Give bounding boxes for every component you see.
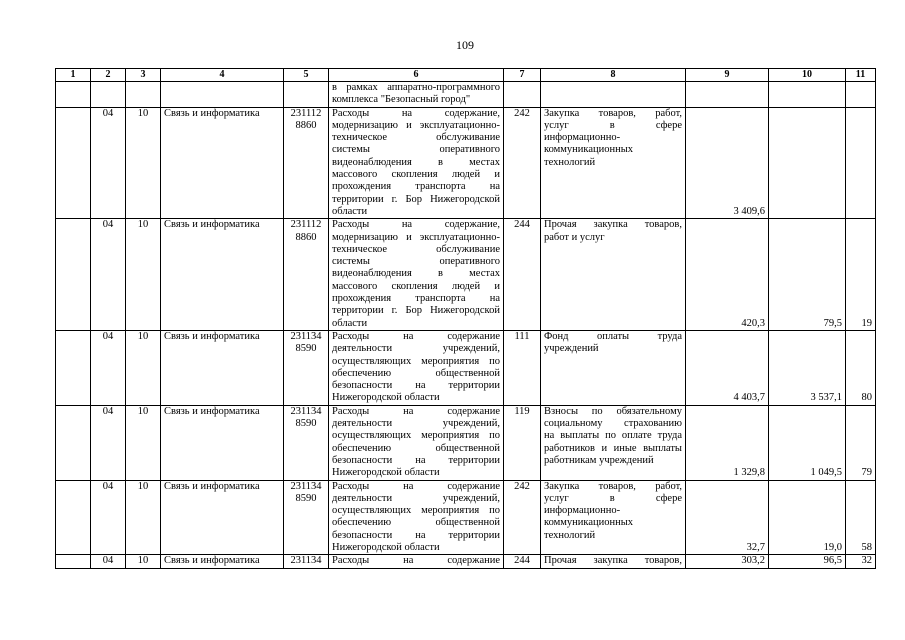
- table-row: [56, 82, 876, 108]
- cell-text-line: 242: [514, 107, 530, 119]
- cell-text-line: системы оперативного: [332, 144, 500, 156]
- table-cell-col-11: [846, 82, 876, 108]
- cell-text-line: 231112: [290, 107, 322, 119]
- cell-text-line: 10: [137, 330, 149, 342]
- cell-text-line: 244: [514, 555, 530, 567]
- cell-text-line: Расходы на содержание: [332, 405, 500, 417]
- column-header-5: 5: [284, 69, 329, 82]
- table-cell-col-7: [504, 330, 541, 405]
- table-cell-col-3: [126, 107, 161, 219]
- cell-text-line: системы оперативного: [332, 256, 500, 268]
- table-cell-col-7: [504, 555, 541, 568]
- table-cell-col-5: [284, 405, 329, 480]
- table-cell-col-6: [329, 107, 504, 219]
- column-header-1: 1: [56, 69, 91, 82]
- cell-text-line: технологий: [544, 529, 596, 541]
- table-cell-col-10: [769, 219, 846, 331]
- table-cell-col-3: [126, 555, 161, 568]
- table-cell-col-4: [161, 555, 284, 568]
- cell-text-line: осуществляющих мероприятия по: [332, 505, 500, 517]
- cell-text-line: 231134: [290, 405, 322, 417]
- table-cell-col-2: [91, 480, 126, 555]
- table-cell-col-5: [284, 107, 329, 219]
- table-cell-col-8: [541, 107, 686, 219]
- cell-text-line: коммуникационных: [544, 517, 634, 529]
- table-cell-col-5: [284, 555, 329, 568]
- table-cell-col-2: [91, 405, 126, 480]
- table-cell-col-2: [91, 82, 126, 108]
- cell-text-line: 3 537,1: [810, 392, 842, 404]
- cell-text-line: 8860: [295, 231, 317, 243]
- cell-text-line: 79: [861, 467, 872, 479]
- cell-text-line: 231134: [290, 330, 322, 342]
- cell-text-line: Связь и информатика: [164, 107, 260, 119]
- column-header-3: 3: [126, 69, 161, 82]
- cell-text-line: 244: [514, 219, 530, 231]
- cell-text-line: модернизацию и эксплуатационно-: [332, 119, 500, 131]
- table-cell-col-8: [541, 555, 686, 568]
- cell-text-line: Закупка товаров, работ,: [544, 107, 682, 119]
- table-cell-col-5: [284, 82, 329, 108]
- table-cell-col-5: [284, 330, 329, 405]
- table-cell-col-7: [504, 107, 541, 219]
- table-cell-col-9: [686, 555, 769, 568]
- cell-text-line: 04: [102, 107, 114, 119]
- cell-text-line: 79,5: [823, 317, 842, 329]
- column-header-8: 8: [541, 69, 686, 82]
- table-cell-col-7: [504, 219, 541, 331]
- table-cell-col-3: [126, 82, 161, 108]
- column-header-7: 7: [504, 69, 541, 82]
- cell-text-line: 303,2: [741, 555, 765, 567]
- table-row: [56, 405, 876, 480]
- cell-text-line: социальному страхованию: [544, 418, 682, 430]
- cell-text-line: Связь и информатика: [164, 330, 260, 342]
- table-cell-col-10: [769, 330, 846, 405]
- cell-text-line: Расходы на содержание: [332, 330, 500, 342]
- cell-text-line: массового скопления людей и: [332, 169, 500, 181]
- cell-text-line: 10: [137, 555, 149, 567]
- table-cell-col-10: [769, 480, 846, 555]
- cell-text-line: обеспечению общественной: [332, 442, 500, 454]
- table-cell-col-6: [329, 405, 504, 480]
- cell-text-line: 420,3: [741, 317, 765, 329]
- table-cell-col-4: [161, 219, 284, 331]
- cell-text-line: информационно-: [544, 132, 621, 144]
- cell-text-line: 1 329,8: [733, 467, 765, 479]
- cell-text-line: Нижегородской области: [332, 392, 440, 404]
- table-cell-col-9: [686, 330, 769, 405]
- cell-text-line: Расходы на содержание: [332, 555, 500, 567]
- cell-text-line: 96,5: [823, 555, 842, 567]
- cell-text-line: Нижегородской области: [332, 467, 440, 479]
- cell-text-line: 32,7: [746, 541, 765, 553]
- cell-text-line: 4 403,7: [733, 392, 765, 404]
- cell-text-line: 19,0: [823, 541, 842, 553]
- table-cell-col-10: [769, 82, 846, 108]
- table-cell-col-5: [284, 480, 329, 555]
- table-cell-col-3: [126, 219, 161, 331]
- table-cell-col-5: [284, 219, 329, 331]
- table-cell-col-2: [91, 555, 126, 568]
- table-cell-col-11: [846, 480, 876, 555]
- table-cell-col-1: [56, 330, 91, 405]
- table-cell-col-2: [91, 330, 126, 405]
- cell-text-line: техническое обслуживание: [332, 243, 500, 255]
- cell-text-line: осуществляющих мероприятия по: [332, 430, 500, 442]
- cell-text-line: 58: [861, 541, 872, 553]
- column-header-11: 11: [846, 69, 876, 82]
- cell-text-line: Расходы на содержание,: [332, 219, 500, 231]
- cell-text-line: 242: [514, 480, 530, 492]
- cell-text-line: деятельности учреждений,: [332, 343, 500, 355]
- table-cell-col-11: [846, 555, 876, 568]
- table-cell-col-9: [686, 219, 769, 331]
- table-cell-col-1: [56, 82, 91, 108]
- table-row: [56, 219, 876, 331]
- cell-text-line: 119: [514, 405, 530, 417]
- cell-text-line: 231134: [290, 480, 322, 492]
- cell-text-line: 1 049,5: [810, 467, 842, 479]
- table-cell-col-9: [686, 107, 769, 219]
- cell-text-line: обеспечению общественной: [332, 517, 500, 529]
- table-cell-col-10: [769, 555, 846, 568]
- cell-text-line: области: [332, 317, 368, 329]
- cell-text-line: 04: [102, 480, 114, 492]
- cell-text-line: Расходы на содержание,: [332, 107, 500, 119]
- table-cell-col-2: [91, 107, 126, 219]
- cell-text-line: прохождения транспорта на: [332, 293, 500, 305]
- table-cell-col-3: [126, 330, 161, 405]
- cell-text-line: услуг в сфере: [544, 492, 682, 504]
- cell-text-line: 231112: [290, 219, 322, 231]
- column-header-10: 10: [769, 69, 846, 82]
- cell-text-line: услуг в сфере: [544, 119, 682, 131]
- table-cell-col-3: [126, 480, 161, 555]
- table-cell-col-8: [541, 480, 686, 555]
- table-cell-col-10: [769, 107, 846, 219]
- table-cell-col-6: [329, 480, 504, 555]
- cell-text-line: учреждений: [544, 343, 599, 355]
- table-cell-col-8: [541, 219, 686, 331]
- table-cell-col-7: [504, 82, 541, 108]
- page-number: 109: [456, 38, 474, 52]
- cell-text-line: 8590: [295, 492, 317, 504]
- table-cell-col-6: [329, 555, 504, 568]
- table-cell-col-8: [541, 330, 686, 405]
- cell-text-line: Фонд оплаты труда: [544, 330, 682, 342]
- cell-text-line: безопасности на территории: [332, 529, 500, 541]
- table-cell-col-1: [56, 107, 91, 219]
- cell-text-line: работников и иные выплаты: [544, 442, 682, 454]
- cell-text-line: 19: [861, 317, 872, 329]
- table-cell-col-6: [329, 219, 504, 331]
- table-cell-col-4: [161, 330, 284, 405]
- table-cell-col-4: [161, 107, 284, 219]
- cell-text-line: 10: [137, 405, 149, 417]
- cell-text-line: Расходы на содержание: [332, 480, 500, 492]
- cell-text-line: безопасности на территории: [332, 380, 500, 392]
- table-cell-col-9: [686, 405, 769, 480]
- cell-text-line: территории г. Бор Нижегородской: [332, 305, 500, 317]
- table-cell-col-4: [161, 480, 284, 555]
- cell-text-line: на выплаты по оплате труда: [544, 430, 682, 442]
- cell-text-line: территории г. Бор Нижегородской: [332, 193, 500, 205]
- table-cell-col-1: [56, 555, 91, 568]
- cell-text-line: комплекса "Безопасный город": [332, 94, 471, 106]
- table-cell-col-11: [846, 107, 876, 219]
- table-cell-col-4: [161, 82, 284, 108]
- cell-text-line: Связь и информатика: [164, 405, 260, 417]
- cell-text-line: коммуникационных: [544, 144, 634, 156]
- cell-text-line: 04: [102, 555, 114, 567]
- table-cell-col-10: [769, 405, 846, 480]
- cell-text-line: осуществляющих мероприятия по: [332, 355, 500, 367]
- cell-text-line: 04: [102, 219, 114, 231]
- budget-table: [55, 68, 876, 569]
- table-cell-col-9: [686, 480, 769, 555]
- cell-text-line: 32: [861, 555, 872, 567]
- cell-text-line: технологий: [544, 156, 596, 168]
- cell-text-line: Связь и информатика: [164, 480, 260, 492]
- cell-text-line: 231134: [290, 555, 322, 567]
- table-cell-col-11: [846, 219, 876, 331]
- table-row: [56, 107, 876, 219]
- cell-text-line: Прочая закупка товаров,: [544, 555, 682, 567]
- cell-text-line: 04: [102, 330, 114, 342]
- cell-text-line: безопасности на территории: [332, 454, 500, 466]
- table-header-row: [56, 69, 876, 82]
- cell-text-line: 10: [137, 480, 149, 492]
- column-header-6: 6: [329, 69, 504, 82]
- table-cell-col-1: [56, 480, 91, 555]
- cell-text-line: модернизацию и эксплуатационно-: [332, 231, 500, 243]
- cell-text-line: в рамках аппаратно-программного: [332, 82, 500, 93]
- table-cell-col-8: [541, 82, 686, 108]
- cell-text-line: работ и услуг: [544, 231, 605, 243]
- table-row: [56, 480, 876, 555]
- table-cell-col-6: [329, 82, 504, 108]
- cell-text-line: Взносы по обязательному: [544, 405, 682, 417]
- cell-text-line: деятельности учреждений,: [332, 418, 500, 430]
- cell-text-line: техническое обслуживание: [332, 132, 500, 144]
- cell-text-line: 80: [861, 392, 872, 404]
- table-cell-col-3: [126, 405, 161, 480]
- cell-text-line: 10: [137, 219, 149, 231]
- table-cell-col-2: [91, 219, 126, 331]
- table-cell-col-1: [56, 405, 91, 480]
- cell-text-line: работникам учреждений: [544, 454, 654, 466]
- cell-text-line: Связь и информатика: [164, 219, 260, 231]
- cell-text-line: области: [332, 205, 368, 217]
- cell-text-line: 111: [514, 330, 530, 342]
- table-cell-col-6: [329, 330, 504, 405]
- table-cell-col-1: [56, 219, 91, 331]
- cell-text-line: деятельности учреждений,: [332, 492, 500, 504]
- cell-text-line: видеонаблюдения в местах: [332, 156, 500, 168]
- cell-text-line: Закупка товаров, работ,: [544, 480, 682, 492]
- cell-text-line: видеонаблюдения в местах: [332, 268, 500, 280]
- table-body: [56, 82, 876, 569]
- cell-text-line: Связь и информатика: [164, 555, 260, 567]
- cell-text-line: массового скопления людей и: [332, 280, 500, 292]
- cell-text-line: Прочая закупка товаров,: [544, 219, 682, 231]
- table-row: [56, 330, 876, 405]
- column-header-2: 2: [91, 69, 126, 82]
- table-cell-col-7: [504, 405, 541, 480]
- table-cell-col-11: [846, 330, 876, 405]
- cell-text-line: 8860: [295, 119, 317, 131]
- table-cell-col-4: [161, 405, 284, 480]
- table-cell-col-9: [686, 82, 769, 108]
- cell-text-line: 10: [137, 107, 149, 119]
- column-header-9: 9: [686, 69, 769, 82]
- table-cell-col-7: [504, 480, 541, 555]
- cell-text-line: информационно-: [544, 505, 621, 517]
- cell-text-line: 04: [102, 405, 114, 417]
- column-header-4: 4: [161, 69, 284, 82]
- table-cell-col-11: [846, 405, 876, 480]
- table-row: [56, 555, 876, 568]
- cell-text-line: 8590: [295, 418, 317, 430]
- cell-text-line: 8590: [295, 343, 317, 355]
- cell-text-line: прохождения транспорта на: [332, 181, 500, 193]
- table-cell-col-8: [541, 405, 686, 480]
- cell-text-line: 3 409,6: [733, 205, 765, 217]
- cell-text-line: обеспечению общественной: [332, 367, 500, 379]
- cell-text-line: Нижегородской области: [332, 541, 440, 553]
